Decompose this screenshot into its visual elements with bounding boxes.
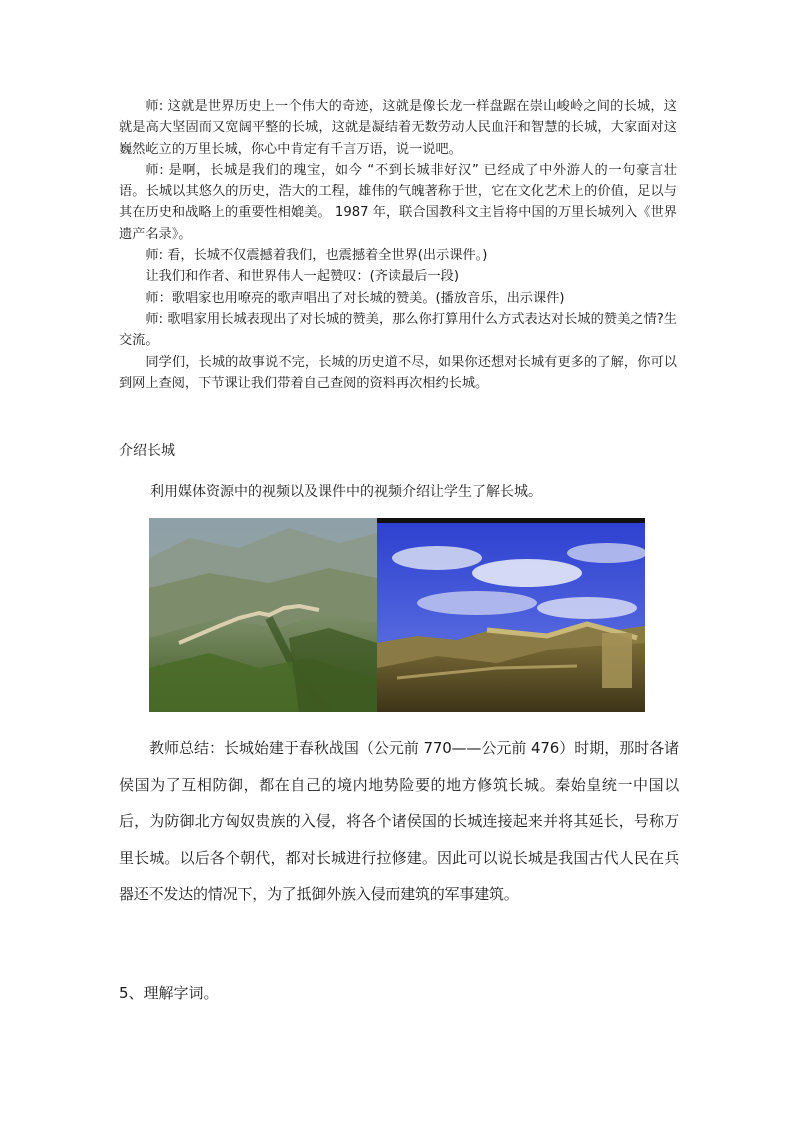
- dialogue-paragraph: 师: 是啊，长城是我们的瑰宝，如今 “不到长城非好汉” 已经成了中外游人的一句豪言壮语。长城以其悠久的历史，浩大的工程，雄伟的气魄著称于世，它在文化艺术上的价值，足以与其在历史和战略上的重要性相媲美。 1987 年，联合国教科文主旨将中国的万里长城列入《世界遗产名录》。: [119, 162, 677, 242]
- section-heading-five: 5、理解字词。: [119, 984, 219, 1002]
- intro-text: 利用媒体资源中的视频以及课件中的视频介绍让学生了解长城。: [150, 484, 542, 500]
- dialogue-paragraph: 师：歌唱家也用嘹亮的歌声唱出了对长城的赞美。(播放音乐，出示课件): [145, 290, 565, 306]
- section-heading-intro: 介绍长城: [119, 443, 175, 459]
- dialogue-paragraph: 让我们和作者、和世界伟人一起赞叹：(齐读最后一段): [145, 269, 459, 285]
- great-wall-photo-mountain: [149, 518, 377, 712]
- dialogue-paragraph: 师: 歌唱家用长城表现出了对长城的赞美，那么你打算用什么方式表达对长城的赞美之情?生交流。: [119, 311, 677, 349]
- great-wall-photo-sky: [377, 518, 645, 712]
- dialogue-paragraph: 同学们，长城的故事说不完，长城的历史道不尽，如果你还想对长城有更多的了解，你可以到网上查阅，下节课让我们带着自己查阅的资料再次相约长城。: [119, 354, 677, 391]
- dialogue-paragraph: 师: 这就是世界历史上一个伟大的奇迹，这就是像长龙一样盘踞在崇山峻岭之间的长城，这就是高大坚固而又宽阔平整的长城，这就是凝结着无数劳动人民血汗和智慧的长城，大家面对这巍然屹立的万里长城，你心中肯定有千言万语，说一说吧。: [119, 99, 677, 157]
- great-wall-figure: [149, 518, 645, 712]
- summary-paragraph: 教师总结：长城始建于春秋战国（公元前 770——公元前 476）时期，那时各诸侯国为了互相防御，都在自己的境内地势险要的地方修筑长城。秦始皇统一中国以后，为防御北方匈奴贵族的入侵，将各个诸侯国的长城连接起来并将其延长，号称万里长城。以后各个朝代，都对长城进行拉修建。因此可以说长城是我国古代人民在兵器还不发达的情况下，为了抵御外族入侵而建筑的军事建筑。: [119, 739, 679, 903]
- dialogue-section: [119, 96, 677, 394]
- teacher-summary: [119, 730, 679, 913]
- dialogue-paragraph: 师: 看，长城不仅震撼着我们，也震撼着全世界(出示课件。): [145, 248, 488, 264]
